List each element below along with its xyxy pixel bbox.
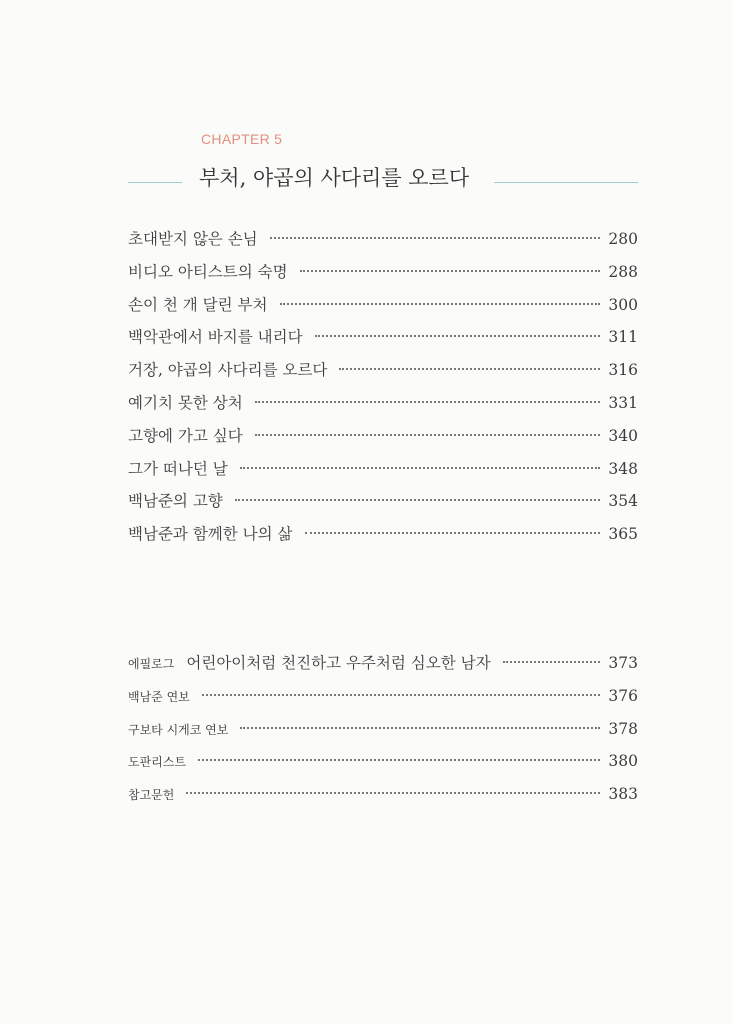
toc-entry-title: 초대받지 않은 손님 <box>128 230 258 248</box>
toc-entry[interactable] <box>128 521 638 554</box>
toc-entry-title: 예기치 못한 상처 <box>128 393 243 412</box>
toc-entry-title: 거장, 야곱의 사다리를 오르다 <box>128 361 328 380</box>
toc-entry[interactable] <box>128 456 638 489</box>
toc-entry-page: 373 <box>608 654 638 672</box>
toc-entry-title: 백남준 연보 <box>128 689 190 704</box>
toc-entry-page: 383 <box>608 785 638 804</box>
toc-entry[interactable] <box>128 324 638 357</box>
leader-dots <box>202 694 601 696</box>
leader-dots <box>280 303 601 305</box>
toc-entry-epilogue[interactable] <box>128 650 638 683</box>
epilogue-prefix: 에필로그 <box>128 657 175 671</box>
leader-dots <box>255 434 601 436</box>
toc-entry[interactable] <box>128 488 638 521</box>
toc-entry[interactable] <box>128 390 638 423</box>
leader-dots <box>255 401 601 403</box>
toc-entry[interactable] <box>128 683 638 716</box>
toc-entry-title: 백악관에서 바지를 내리다 <box>128 328 303 347</box>
leader-dots <box>198 759 600 761</box>
toc-entry-title: 도판리스트 <box>128 755 186 770</box>
toc-entry-title <box>128 650 491 677</box>
toc-entry-title: 참고문헌 <box>128 788 175 803</box>
toc-entry-page: 376 <box>608 686 638 705</box>
toc-entry[interactable] <box>128 357 638 390</box>
toc-entry-title: 손이 천 개 달린 부처 <box>128 295 268 314</box>
toc-entry-title: 백남준의 고향 <box>128 492 223 511</box>
leader-dots <box>315 335 601 337</box>
toc-entry-page: 354 <box>608 492 638 511</box>
leader-dots <box>235 499 601 501</box>
toc-entry[interactable] <box>128 781 638 814</box>
toc-entry[interactable] <box>128 226 638 259</box>
toc-entry[interactable] <box>128 292 638 325</box>
title-rule-left <box>128 182 182 183</box>
toc-entry-title: 고향에 가고 싶다 <box>128 426 243 445</box>
toc-main-list <box>128 226 638 554</box>
toc-entry-title: 비디오 아티스트의 숙명 <box>128 262 288 281</box>
chapter-heading <box>128 161 638 197</box>
toc-entry-page: 331 <box>608 393 638 412</box>
toc-entry-page: 380 <box>608 752 638 771</box>
title-rule-right <box>494 182 638 183</box>
leader-dots <box>305 532 601 534</box>
toc-entry-page: 300 <box>608 295 638 314</box>
leader-dots <box>240 727 600 729</box>
toc-entry-page: 280 <box>608 230 638 248</box>
chapter-title: 부처, 야곱의 사다리를 오르다 <box>199 166 470 190</box>
leader-dots <box>339 368 600 370</box>
epilogue-title: 어린아이처럼 천진하고 우주처럼 심오한 남자 <box>186 654 491 672</box>
leader-dots <box>503 661 601 663</box>
toc-entry[interactable] <box>128 423 638 456</box>
chapter-label: CHAPTER 5 <box>201 131 283 147</box>
leader-dots <box>270 237 601 239</box>
toc-entry-page: 365 <box>608 525 638 544</box>
toc-entry-page: 288 <box>608 262 638 281</box>
toc-entry-page: 316 <box>608 361 638 380</box>
leader-dots <box>240 467 601 469</box>
toc-entry[interactable] <box>128 259 638 292</box>
toc-back-matter-list <box>128 650 638 814</box>
toc-entry-title: 백남준과 함께한 나의 삶 <box>128 525 293 544</box>
toc-entry[interactable] <box>128 748 638 781</box>
leader-dots <box>300 270 601 272</box>
toc-entry-page: 378 <box>608 719 638 738</box>
toc-entry[interactable] <box>128 716 638 749</box>
toc-entry-page: 311 <box>608 328 638 347</box>
toc-entry-title: 구보타 시게코 연보 <box>128 722 229 737</box>
toc-entry-title: 그가 떠나던 날 <box>128 459 228 478</box>
toc-entry-page: 340 <box>608 426 638 445</box>
toc-entry-page: 348 <box>608 459 638 478</box>
leader-dots <box>186 792 600 794</box>
